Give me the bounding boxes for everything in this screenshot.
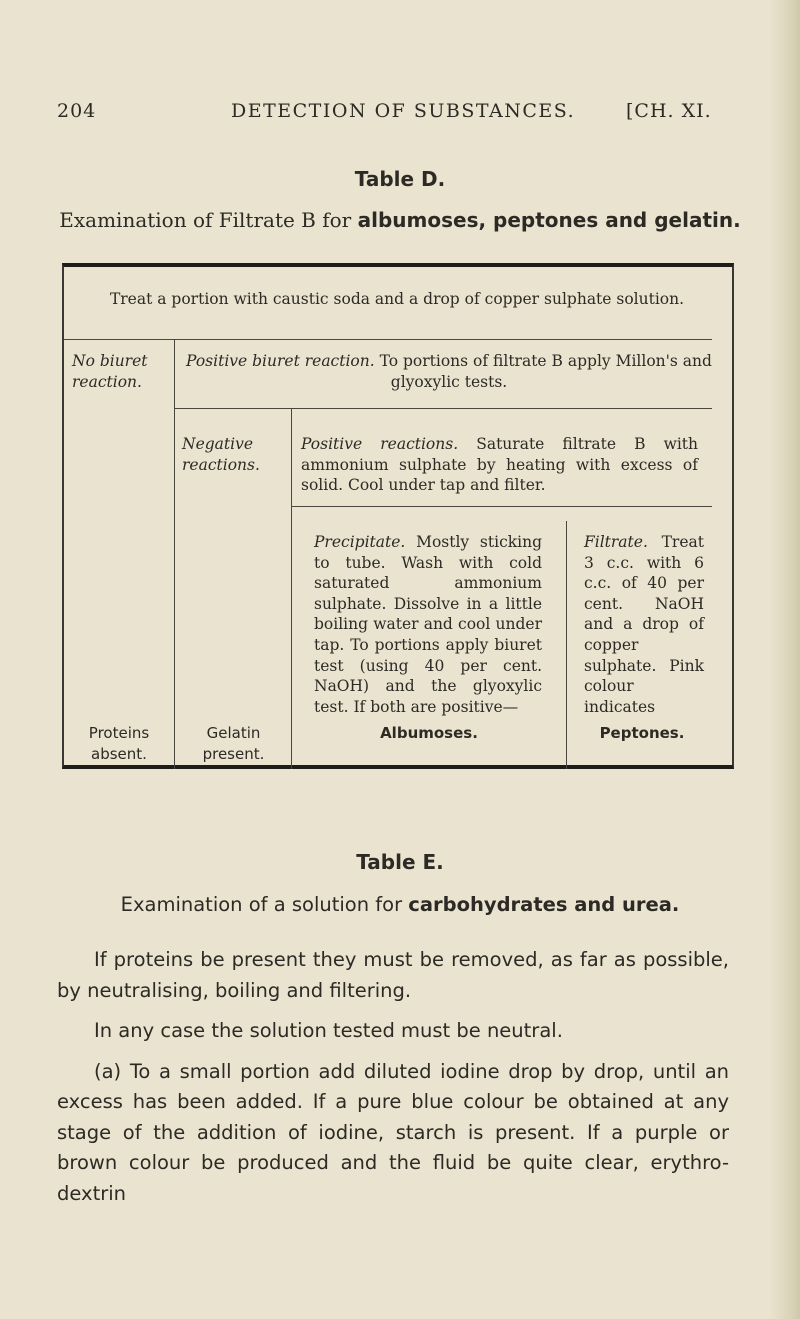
rule xyxy=(64,339,712,340)
chapter-label: [CH. XI. xyxy=(626,100,712,122)
table-d-subtitle: Examination of Filtrate B for albumoses, peptones and gelatin. xyxy=(59,208,741,232)
result-peptones: Peptones. xyxy=(599,724,685,742)
table-e-title: Table E. xyxy=(356,850,444,874)
page-number: 204 xyxy=(57,100,97,122)
paragraph-proteins: If proteins be present they must be removed, as far as possible, by neutralising, boiling and filtering. xyxy=(57,948,729,1002)
paragraph-neutral: In any case the solution tested must be neutral. xyxy=(94,1019,563,1042)
positive-biuret-reaction: Positive biuret reaction. To portions of filtrate B apply Millon's and glyoxylic tests. xyxy=(186,352,712,391)
page-edge-shadow xyxy=(770,0,800,1319)
rule xyxy=(174,339,175,769)
result-gelatin-present: Gelatin present. xyxy=(202,724,265,763)
table-d xyxy=(62,263,734,769)
table-d-title: Table D. xyxy=(354,167,446,191)
table-e-body xyxy=(57,945,729,1209)
result-proteins-absent: Proteins absent. xyxy=(88,724,150,763)
precipitate-instruction: Precipitate. Mostly sticking to tube. Wash with cold saturated ammonium sulphate. Dissolve in a little boiling water and cool under tap. To portions apply biuret test (using 40 per cent. NaOH) and the glyoxylic test. If both are positive— xyxy=(314,533,542,716)
rule xyxy=(174,408,712,409)
positive-reactions: Positive reactions. Saturate filtrate B with ammonium sulphate by heating with excess of solid. Cool under tap and filter. xyxy=(301,435,698,495)
rule xyxy=(291,408,292,769)
filtrate-instruction: Filtrate. Treat 3 c.c. with 6 c.c. of 40 per cent. NaOH and a drop of copper sulphate. Pink colour indicates xyxy=(584,533,704,716)
running-head xyxy=(57,100,729,130)
result-albumoses: Albumoses. xyxy=(380,724,478,742)
treat-instruction: Treat a portion with caustic soda and a drop of copper sulphate solution. xyxy=(109,290,685,308)
table-e-subtitle: Examination of a solution for carbohydrates and urea. xyxy=(120,893,680,916)
rule xyxy=(291,506,712,507)
running-title: DETECTION OF SUBSTANCES. xyxy=(231,100,576,122)
no-biuret-reaction: No biuret reaction. xyxy=(72,352,148,391)
paragraph-iodine: (a) To a small portion add diluted iodine drop by drop, until an excess has been added. If a pure blue colour be obtained at any stage of the addition of iodine, starch is present. If a purple or brown colour be produced and the fluid be quite clear, erythro-dextrin xyxy=(57,1059,729,1205)
negative-reactions: Negative reactions. xyxy=(182,435,260,474)
